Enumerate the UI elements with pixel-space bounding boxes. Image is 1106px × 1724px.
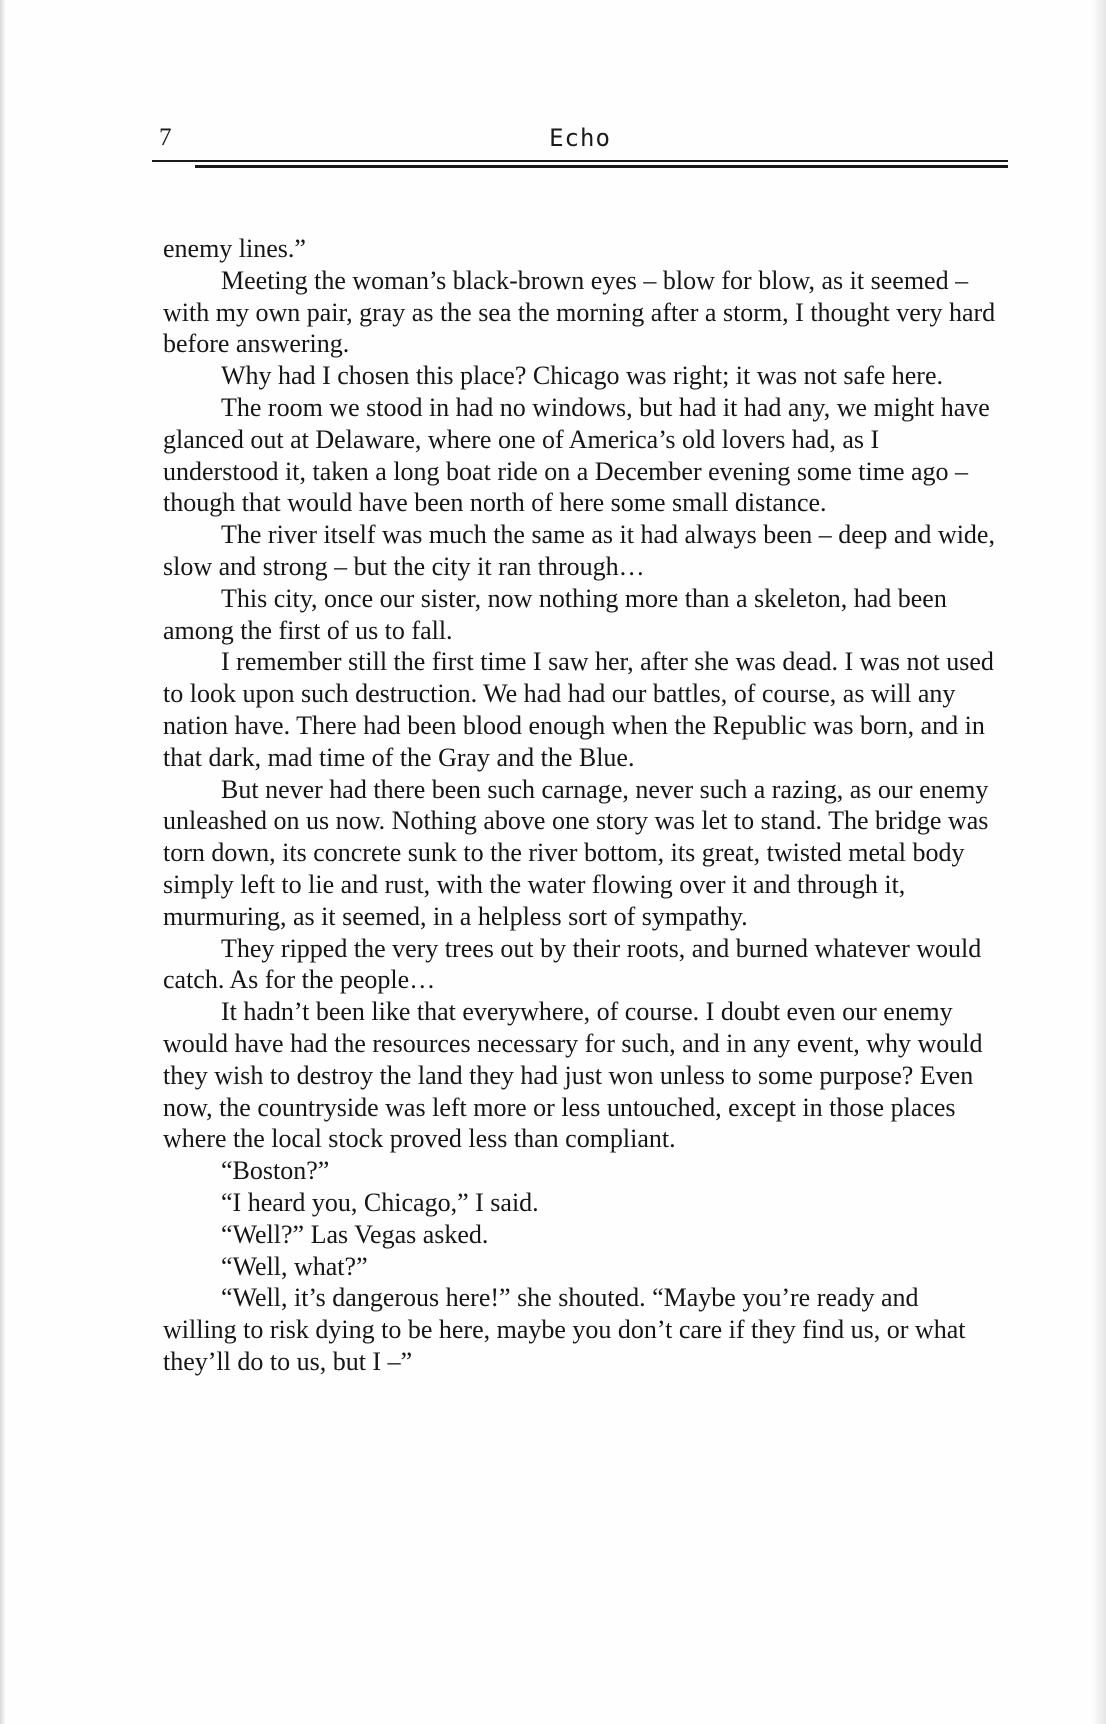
page-number: 7 xyxy=(159,124,172,151)
dialogue-line: “Boston?” xyxy=(221,1156,330,1186)
paragraph: I remember still the first time I saw her, after she was dead. I was not used to look upon such destruction. We had had our battles, of course, as will any nation have. There had been blood enough when the Republic was born, and in that dark, mad time of the Gray and the Blue. xyxy=(163,647,994,772)
paragraph: “Well, it’s dangerous here!” she shouted. “Maybe you’re ready and willing to risk dying to be here, maybe you don’t care if they find us, or what they’ll do to us, but I –” xyxy=(163,1283,966,1376)
dialogue-line: “Well, what?” xyxy=(221,1251,368,1281)
header-rule-thin xyxy=(152,160,1008,162)
paragraph: It hadn’t been like that everywhere, of course. I doubt even our enemy would have had the resources necessary for such, and in any event, why would they wish to destroy the land they had just won unless to some purpose? Even now, the countryside was left more or less untouched, except in those places where the local stock proved less than compliant. xyxy=(163,997,983,1154)
scan-shadow-left xyxy=(0,0,6,1724)
scan-shadow-right xyxy=(1092,0,1106,1724)
running-title: Echo xyxy=(549,124,611,152)
paragraph: Meeting the woman’s black-brown eyes – blow for blow, as it seemed – with my own pair, gray as the sea the morning after a storm, I thought very hard before answering. xyxy=(163,265,996,359)
paragraph: But never had there been such carnage, never such a razing, as our enemy unleashed on us now. Nothing above one story was let to stand. The bridge was torn down, its concrete sunk to the river bottom, its great, twisted metal body simply left to lie and rust, with the water flowing over it and through it, murmuring, as it seemed, in a helpless sort of sympathy. xyxy=(163,774,989,931)
paragraph: The room we stood in had no windows, but had it had any, we might have glanced out at Delaware, where one of America’s old lovers had, as I understood it, taken a long boat ride on a December evening some time ago – though that would have been north of here some small distance. xyxy=(163,392,990,518)
body-text xyxy=(163,233,998,1378)
paragraph: The river itself was much the same as it had always been – deep and wide, slow and strong – but the city it ran through… xyxy=(163,520,995,581)
paragraph: Why had I chosen this place? Chicago was right; it was not safe here. xyxy=(221,361,943,391)
header-rule-thick xyxy=(195,165,1008,168)
running-header xyxy=(152,118,1008,158)
paragraph: enemy lines.” xyxy=(163,234,306,263)
paragraph: They ripped the very trees out by their roots, and burned whatever would catch. As for the people… xyxy=(163,933,982,995)
dialogue-line: “Well?” Las Vegas asked. xyxy=(221,1219,489,1249)
paragraph: This city, once our sister, now nothing more than a skeleton, had been among the first of us to fall. xyxy=(163,583,947,645)
dialogue-line: “I heard you, Chicago,” I said. xyxy=(221,1187,539,1217)
